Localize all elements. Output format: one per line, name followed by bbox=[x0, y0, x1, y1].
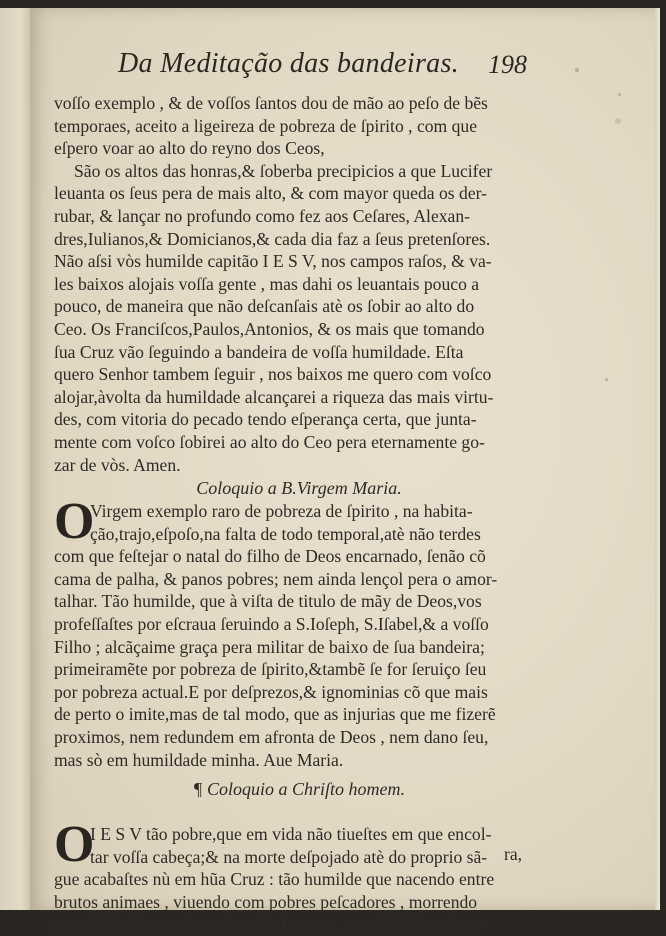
text-line: I E S V tão pobre,que em vida não tiueſtes em que encol- bbox=[90, 824, 492, 845]
text-line: profeſſaſtes por eſcraua ſeruindo a S.Ioſeph, S.Iſabel,& a voſſo bbox=[54, 614, 489, 635]
text-line: de perto o imite,mas de tal modo, que as injurias que me fizerẽ bbox=[54, 704, 496, 725]
text-line: temporaes, aceito a ligeireza de pobreza de ſpirito , com que bbox=[54, 115, 478, 136]
book-page bbox=[30, 8, 660, 935]
foxing-spot bbox=[605, 378, 608, 381]
text-line: cama de palha, & panos pobres; nem ainda lençol pera o amor- bbox=[54, 568, 498, 589]
text-line: leuanta os ſeus pera de mais alto, & com mayor queda os der- bbox=[54, 183, 487, 204]
text-line: quero Senhor tambem ſeguir , nos baixos me quero com voſco bbox=[54, 364, 492, 385]
opening-paragraph bbox=[54, 92, 544, 160]
text-line: entre ladroẽs,vos chamaſtes,não homem, mas bichinho da ter- bbox=[54, 914, 488, 935]
colloquy-virgin-mary bbox=[54, 493, 544, 771]
text-line: talhar. Tão humilde, que à viſta de titulo de mãy de Deos,vos bbox=[54, 591, 482, 612]
text-line: Filho ; alcãçaime graça pera militar de baixo de ſua bandeira; bbox=[54, 636, 485, 657]
running-title: Da Meditação das bandeiras. bbox=[118, 48, 459, 79]
text-line: dres,Iulianos,& Domicianos,& cada dia faz a ſeus pretenſores. bbox=[54, 228, 491, 249]
body-text bbox=[54, 92, 544, 936]
foxing-spot bbox=[615, 118, 621, 124]
colloquy-christ bbox=[54, 816, 544, 936]
text-line: Não aſsi vòs humilde capitão I E S V, nos campos raſos, & va- bbox=[54, 251, 492, 272]
text-line: Virgem exemplo raro de pobreza de ſpirito , na habita- bbox=[90, 501, 473, 522]
drop-cap: O bbox=[54, 816, 95, 874]
text-line: alojar,àvolta da humildade alcançarei a riqueza das mais virtu- bbox=[54, 386, 494, 407]
text-line: por pobreza actual.E por deſprezos,& ignominias cõ que mais bbox=[54, 681, 488, 702]
catchword: ra, bbox=[504, 844, 523, 864]
text-line: proximos, nem redundem em afronta de Deos , nem dano ſeu, bbox=[54, 727, 489, 748]
colloquy-heading: Coloquio a B.Virgem Maria. bbox=[196, 478, 402, 499]
drop-cap: O bbox=[54, 493, 95, 551]
running-head bbox=[30, 44, 660, 84]
text-line: gue acabaſtes nù em hũa Cruz : tão humilde que nacendo entre bbox=[54, 869, 495, 890]
text-line: ſua Cruz vão ſeguindo a bandeira de voſſa humildade. Eſta bbox=[54, 341, 464, 362]
text-line: des, com vitoria do pecado tendo eſperança certa, que junta- bbox=[54, 409, 477, 430]
text-line: mente com voſco ſobirei ao alto do Ceo pera eternamente go- bbox=[54, 431, 485, 452]
paragraph bbox=[54, 160, 544, 476]
text-line: mas sò em humildade minha. Aue Maria. bbox=[54, 749, 344, 770]
text-line: voſſo exemplo , & de voſſos ſantos dou de mão ao peſo de bẽs bbox=[54, 93, 488, 113]
text-line: les baixos alojais voſſa gente , mas dahi os leuantais pouco a bbox=[54, 273, 480, 294]
previous-page-edge bbox=[0, 8, 31, 910]
text-line: pouco, de maneira que não deſcanſais atè os ſobir ao alto do bbox=[54, 296, 475, 317]
text-line: Ceo. Os Franciſcos,Paulos,Antonios, & os mais que tomando bbox=[54, 318, 485, 339]
text-line: eſpero voar ao alto do reyno dos Ceos, bbox=[54, 138, 325, 159]
text-line: brutos animaes , viuendo com pobres peſcadores , morrendo bbox=[54, 892, 478, 912]
text-line: tar voſſa cabeça;& na morte deſpojado atè do proprio sã- bbox=[90, 846, 488, 867]
foxing-spot bbox=[618, 93, 621, 96]
text-line: com que feſtejar o natal do filho de Deos encarnado, ſenão cõ bbox=[54, 546, 486, 567]
text-line: rubar, & lançar no profundo como fez aos Ceſares, Alexan- bbox=[54, 205, 471, 226]
page-number: 198 bbox=[488, 50, 527, 79]
spacer bbox=[54, 801, 544, 823]
text-line: primeiramẽte por pobreza de ſpirito,&tambẽ ſe for ſeruiço ſeu bbox=[54, 659, 487, 680]
colloquy-heading: ¶ Coloquio a Chriſto homem. bbox=[193, 779, 405, 800]
text-line: ção,trajo,eſpoſo,na falta de todo temporal,atè não terdes bbox=[90, 523, 481, 544]
text-line: São os altos das honras,& ſoberba precipicios a que Lucifer bbox=[74, 160, 493, 181]
text-line: zar de vòs. Amen. bbox=[54, 454, 181, 475]
